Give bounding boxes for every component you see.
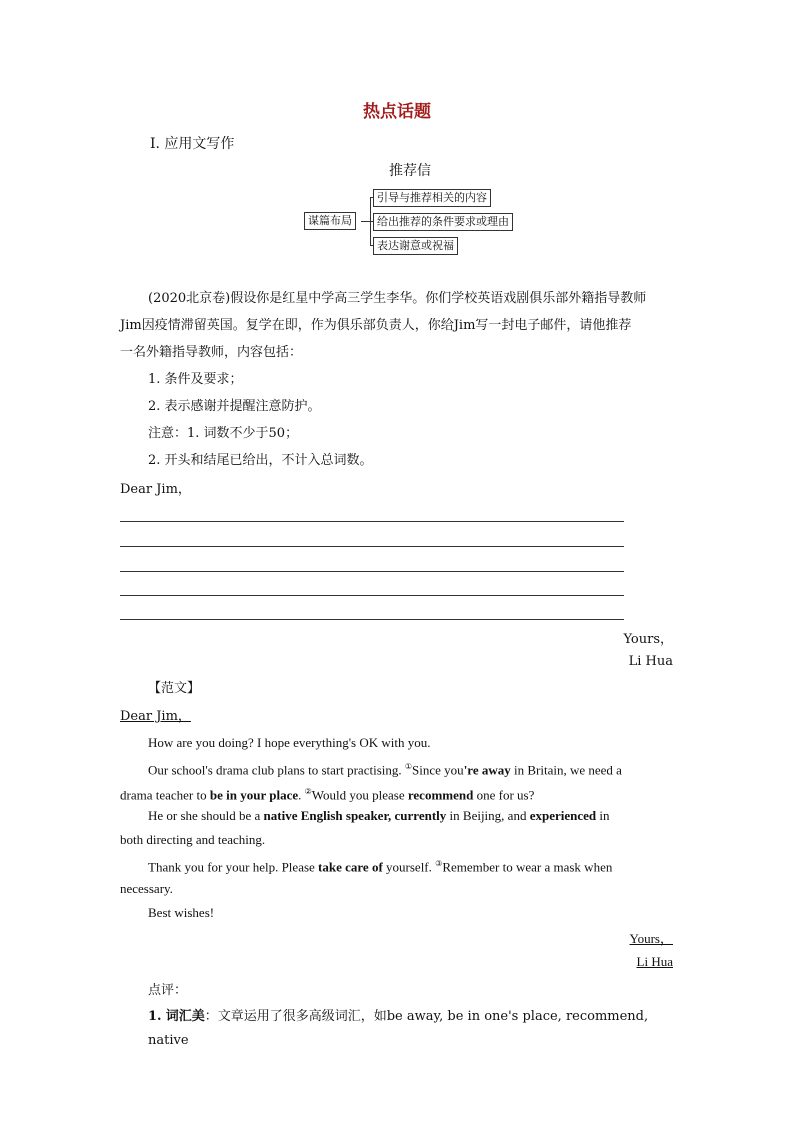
section-heading: Ⅰ. 应用文写作 (150, 136, 235, 152)
writing-line (120, 571, 624, 572)
comment-item: 1. 词汇美：文章运用了很多高级词汇，如be away, be in one's place, recommend, native (148, 1009, 649, 1048)
sample-paragraph: both directing and teaching. (120, 832, 266, 847)
sample-heading: 【范文】 (148, 681, 201, 696)
writing-line (120, 546, 624, 547)
diagram-branch: 给出推荐的条件要求或理由 (373, 213, 513, 231)
task-point: 1. 条件及要求； (148, 372, 243, 387)
marker-3: ③ (435, 859, 443, 868)
sample-paragraph: How are you doing? I hope everything's OK with you. (148, 735, 431, 750)
task-line: 一名外籍指导教师，内容包括： (120, 345, 303, 360)
sample-signature: Li Hua (636, 954, 673, 969)
comment-label: 点评： (148, 983, 188, 998)
marker-1: ① (404, 762, 413, 771)
sample-paragraph: drama teacher to be in your place. ②Would you please recommend one for us? (120, 787, 535, 803)
diagram-branch: 表达谢意或祝福 (373, 237, 458, 255)
writing-line (120, 619, 624, 620)
diagram-connector (361, 221, 370, 222)
topic-subtitle: 推荐信 (389, 163, 431, 179)
writing-line (120, 595, 624, 596)
diagram-branch: 引导与推荐相关的内容 (373, 189, 491, 207)
sample-closing: Yours， (629, 931, 673, 946)
task-note: 注意：1. 词数不少于50； (148, 426, 299, 441)
task-line: (2020北京卷)假设你是红星中学高三学生李华。你们学校英语戏剧俱乐部外籍指导教师 (148, 291, 647, 306)
task-note: 2. 开头和结尾已给出，不计入总词数。 (148, 453, 373, 468)
sample-paragraph: Best wishes! (148, 905, 215, 920)
letter-signature: Li Hua (628, 654, 673, 669)
sample-paragraph: He or she should be a native English speaker, currently in Beijing, and experienced in (148, 808, 610, 823)
sample-paragraph: Thank you for your help. Please take care of yourself. ③Remember to wear a mask when (148, 859, 613, 875)
writing-line (120, 521, 624, 522)
letter-closing: Yours， (623, 632, 673, 647)
sample-paragraph: necessary. (120, 881, 173, 896)
marker-2: ② (304, 787, 312, 796)
letter-greeting: Dear Jim， (120, 482, 191, 497)
diagram-root: 谋篇布局 (304, 212, 356, 230)
sample-greeting: Dear Jim， (120, 709, 191, 724)
sample-paragraph: Our school's drama club plans to start practising. ①Since you're away in Britain, we need a (148, 762, 622, 778)
page-title: 热点话题 (363, 102, 431, 122)
task-line: Jim因疫情滞留英国。复学在即，作为俱乐部负责人，你给Jim写一封电子邮件，请他推荐 (120, 318, 632, 333)
task-point: 2. 表示感谢并提醒注意防护。 (148, 399, 321, 414)
